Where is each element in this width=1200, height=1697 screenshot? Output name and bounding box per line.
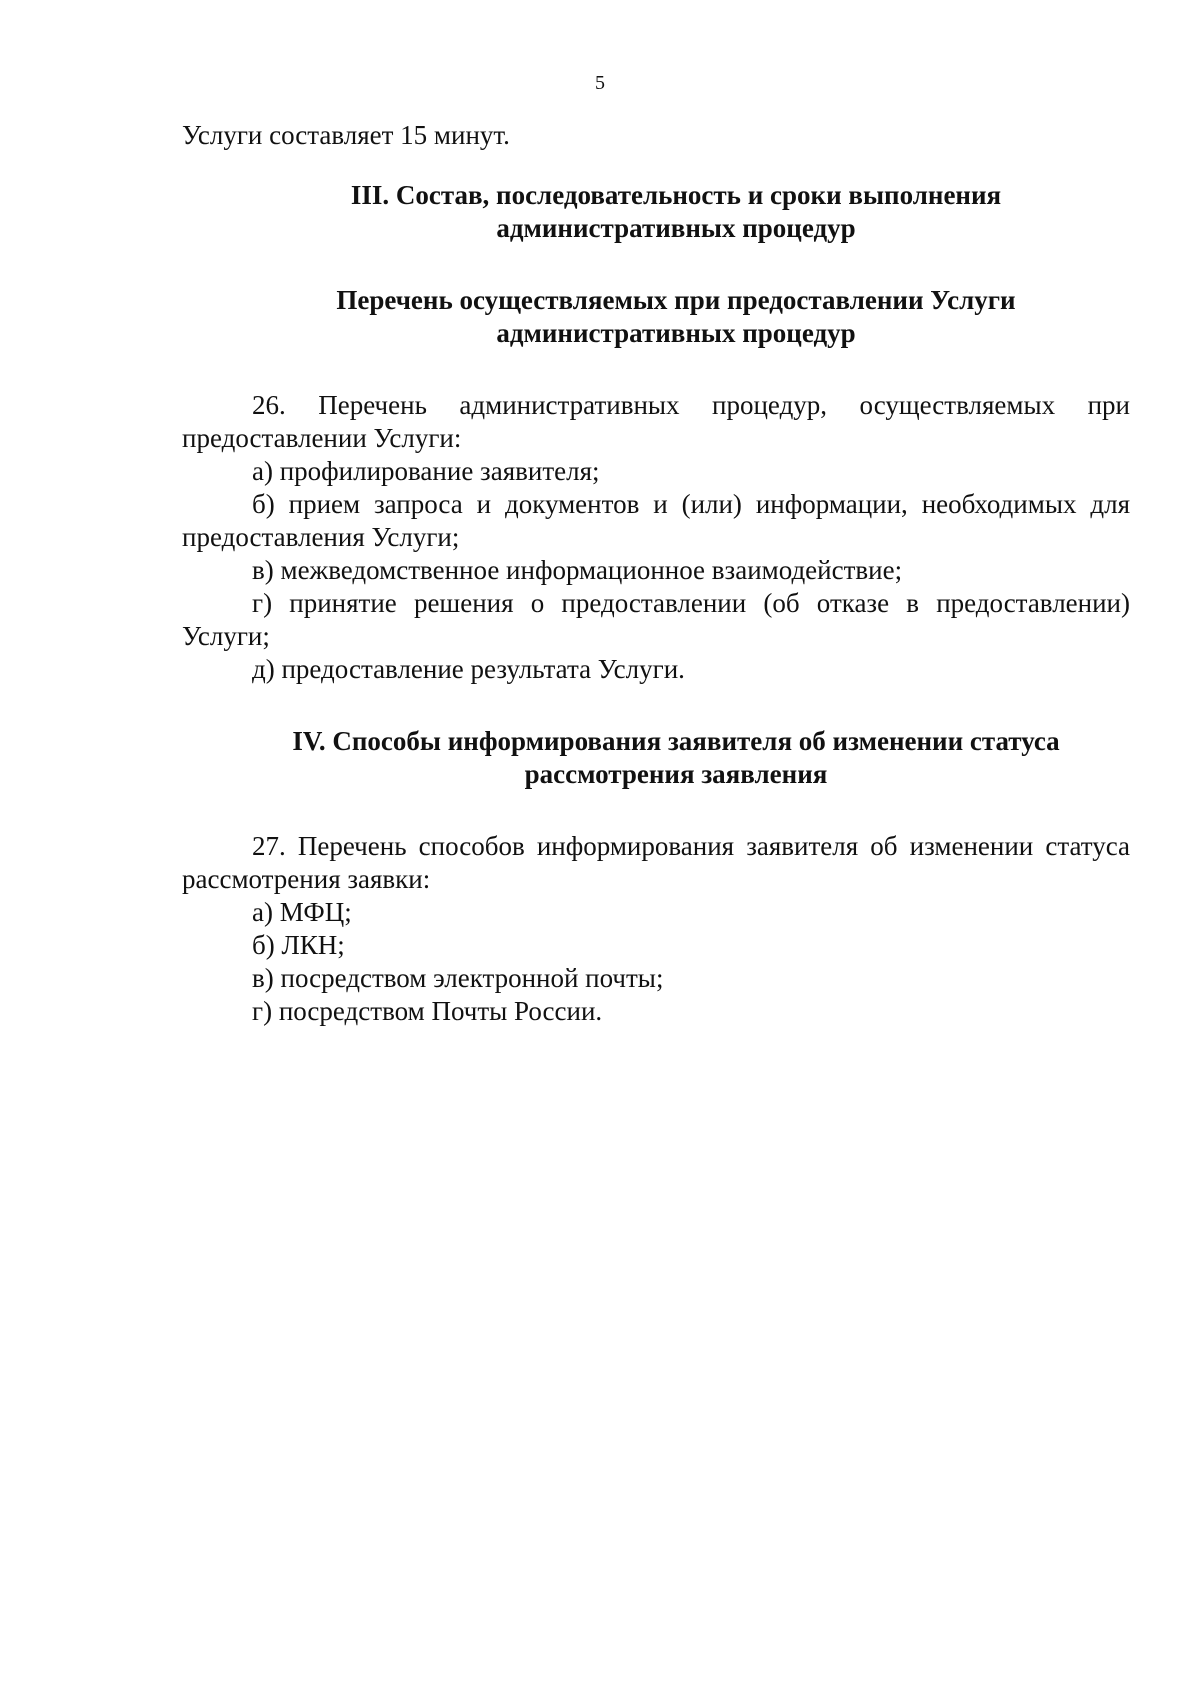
section-4-heading-line-2: рассмотрения заявления [524,759,828,789]
subsection-heading-line-1: Перечень осуществляемых при предоставлении Услуги [336,285,1016,315]
page-number: 5 [595,72,605,94]
subsection-heading-line-2: административных процедур [496,318,856,348]
item-27-subitem-b: б) ЛКН; [252,930,345,960]
item-26-subitem-a: а) профилирование заявителя; [252,456,600,486]
item-26-subitem-g: г) принятие решения о предоставлении (об отказе в предоставлении) Услуги; [182,588,1130,651]
item-26-subitem-v: в) межведомственное информационное взаимодействие; [252,555,903,585]
item-26-paragraph: 26. Перечень административных процедур, осуществляемых при предоставлении Услуги: [182,390,1130,453]
section-3-heading [182,179,1130,245]
item-27-subitem-v: в) посредством электронной почты; [252,963,664,993]
document-body [182,119,1130,1028]
item-27-subitem-g: г) посредством Почты России. [252,996,603,1026]
section-3-heading-line-1: III. Состав, последовательность и сроки выполнения [350,180,1002,210]
section-4-heading-line-1: IV. Способы информирования заявителя об изменении статуса [292,726,1060,756]
item-26-subitem-b: б) прием запроса и документов и (или) информации, необходимых для предоставления Услуги; [182,489,1130,552]
subsection-heading [182,284,1130,350]
item-26-subitem-d: д) предоставление результата Услуги. [252,654,685,684]
item-27-subitem-a: а) МФЦ; [252,897,352,927]
section-3-heading-line-2: административных процедур [496,213,856,243]
item-27-paragraph: 27. Перечень способов информирования заявителя об изменении статуса рассмотрения заявки: [182,831,1130,894]
opening-line: Услуги составляет 15 минут. [182,120,510,150]
section-4-heading [182,725,1130,791]
